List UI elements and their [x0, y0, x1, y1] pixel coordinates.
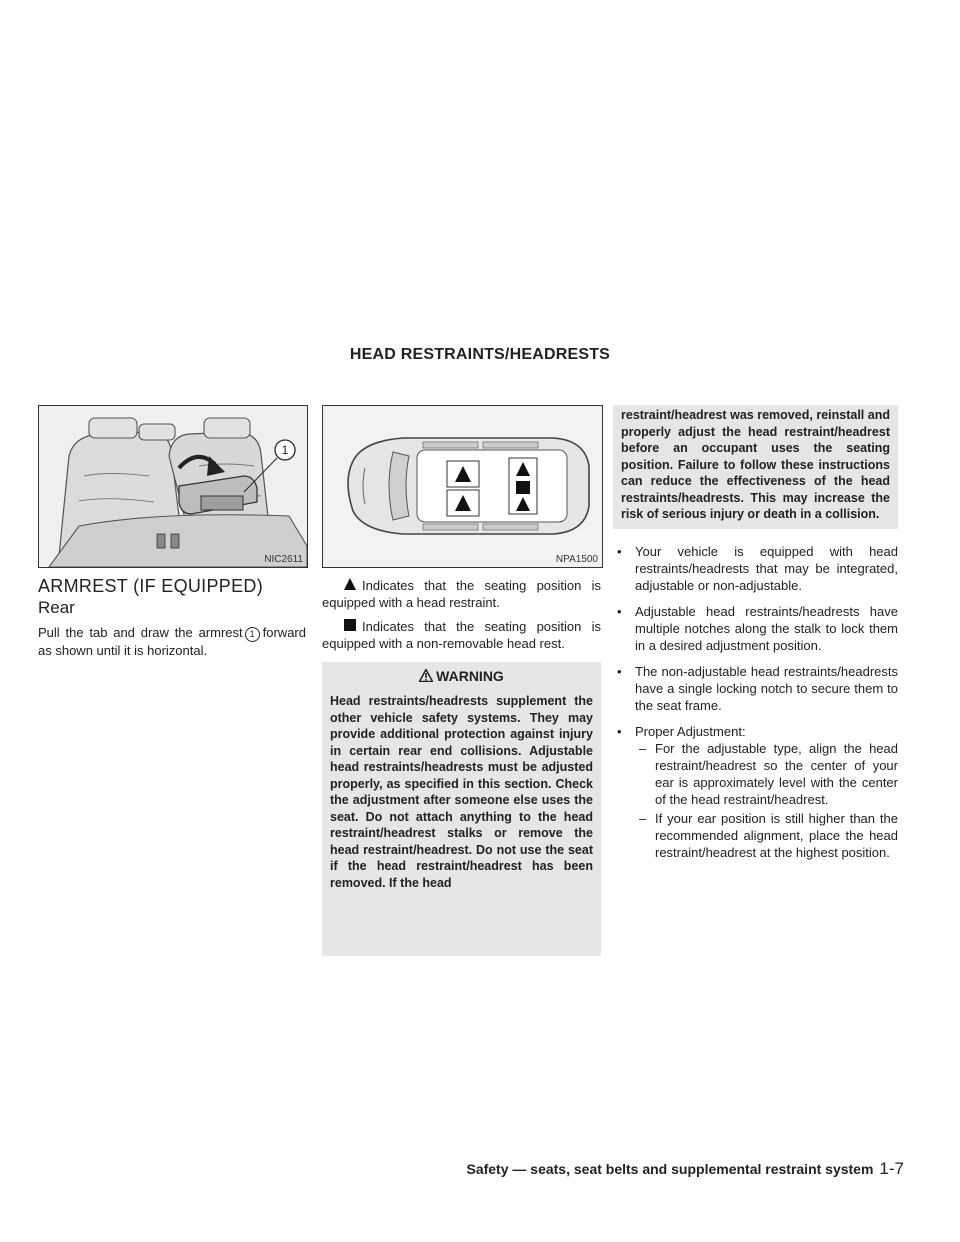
armrest-text-before: Pull the tab and draw the armrest: [38, 625, 243, 640]
armrest-section: [38, 578, 306, 659]
bullet-list: [613, 543, 898, 861]
list-item: • Your vehicle is equipped with head restraints/headrests that may be integrated, adjustable or non-adjustable.: [613, 543, 898, 594]
figure-code: NPA1500: [555, 554, 598, 565]
proper-adjustment-label: Proper Adjustment:: [635, 723, 746, 739]
armrest-callout-label: 1: [281, 443, 289, 457]
sub-list-item: – For the adjustable type, align the head restraint/headrest so the center of your ear is approximately level with the center of the head restraint/headrest.: [635, 740, 898, 808]
armrest-callout: 1: [245, 627, 260, 642]
armrest-figure: [38, 405, 308, 568]
vehicle-seating-figure: [322, 405, 603, 568]
legend-and-warning: [322, 577, 601, 956]
warning-icon: [419, 668, 436, 684]
warning-text-part1: Head restraints/headrests supplement the other vehicle safety systems. They may provide additional protection against injury in certain rear end collisions. Adjustable head restraints/headrests must be adjusted properly, as specified in this section. Check the adjustment after someone else uses the seat. Do not attach anything to the head restraint/headrest stalks or remove the head restraint/headrest. Do not use the seat if the head restraint/headrest has been removed. If the head: [330, 694, 593, 890]
warning-box-continued: [613, 405, 898, 529]
legend-square: [322, 618, 601, 652]
square-icon: [344, 618, 356, 635]
restraint-details: [613, 405, 898, 870]
list-item: • The non-adjustable head restraints/headrests have a single locking notch to secure them to the seat frame.: [613, 663, 898, 714]
rear-seat-illustration: [39, 406, 307, 567]
warning-label: WARNING: [436, 668, 504, 684]
armrest-instruction: [38, 624, 306, 659]
vehicle-top-view: [323, 406, 602, 567]
warning-text-part2: restraint/headrest was removed, reinstall and properly adjust the head restraint/headrest before an occupant uses the seating position. Failure to follow these instructions can reduce the effectiveness of the head restraints/headrests. This may increase the risk of serious injury or death in a collision.: [621, 408, 890, 521]
legend-triangle-text: Indicates that the seating position is equipped with a head restraint.: [322, 578, 601, 610]
warning-box: [322, 662, 601, 956]
legend-square-text: Indicates that the seating position is equipped with a non-removable head rest.: [322, 619, 601, 651]
sub-list-item: – If your ear position is still higher than the recommended alignment, place the head restraint/headrest at the highest position.: [635, 810, 898, 861]
armrest-text-after: forward as shown until it is horizontal.: [38, 625, 306, 658]
armrest-subheading: Rear: [38, 598, 75, 617]
page-number: 1-7: [879, 1159, 904, 1178]
footer-title: Safety — seats, seat belts and supplemental restraint system: [466, 1161, 874, 1177]
triangle-icon: [344, 577, 356, 594]
list-item: • Adjustable head restraints/headrests have multiple notches along the stalk to lock them in a desired adjustment position.: [613, 603, 898, 654]
page-footer: [466, 1159, 904, 1179]
list-item-proper-adjustment: [613, 723, 898, 861]
legend-triangle: [322, 577, 601, 611]
figure-code: NIC2611: [264, 554, 303, 565]
armrest-heading: ARMREST (IF EQUIPPED): [38, 576, 263, 596]
warning-header: [330, 668, 593, 685]
sub-list: [635, 740, 898, 861]
section-title: HEAD RESTRAINTS/HEADRESTS: [349, 346, 611, 363]
